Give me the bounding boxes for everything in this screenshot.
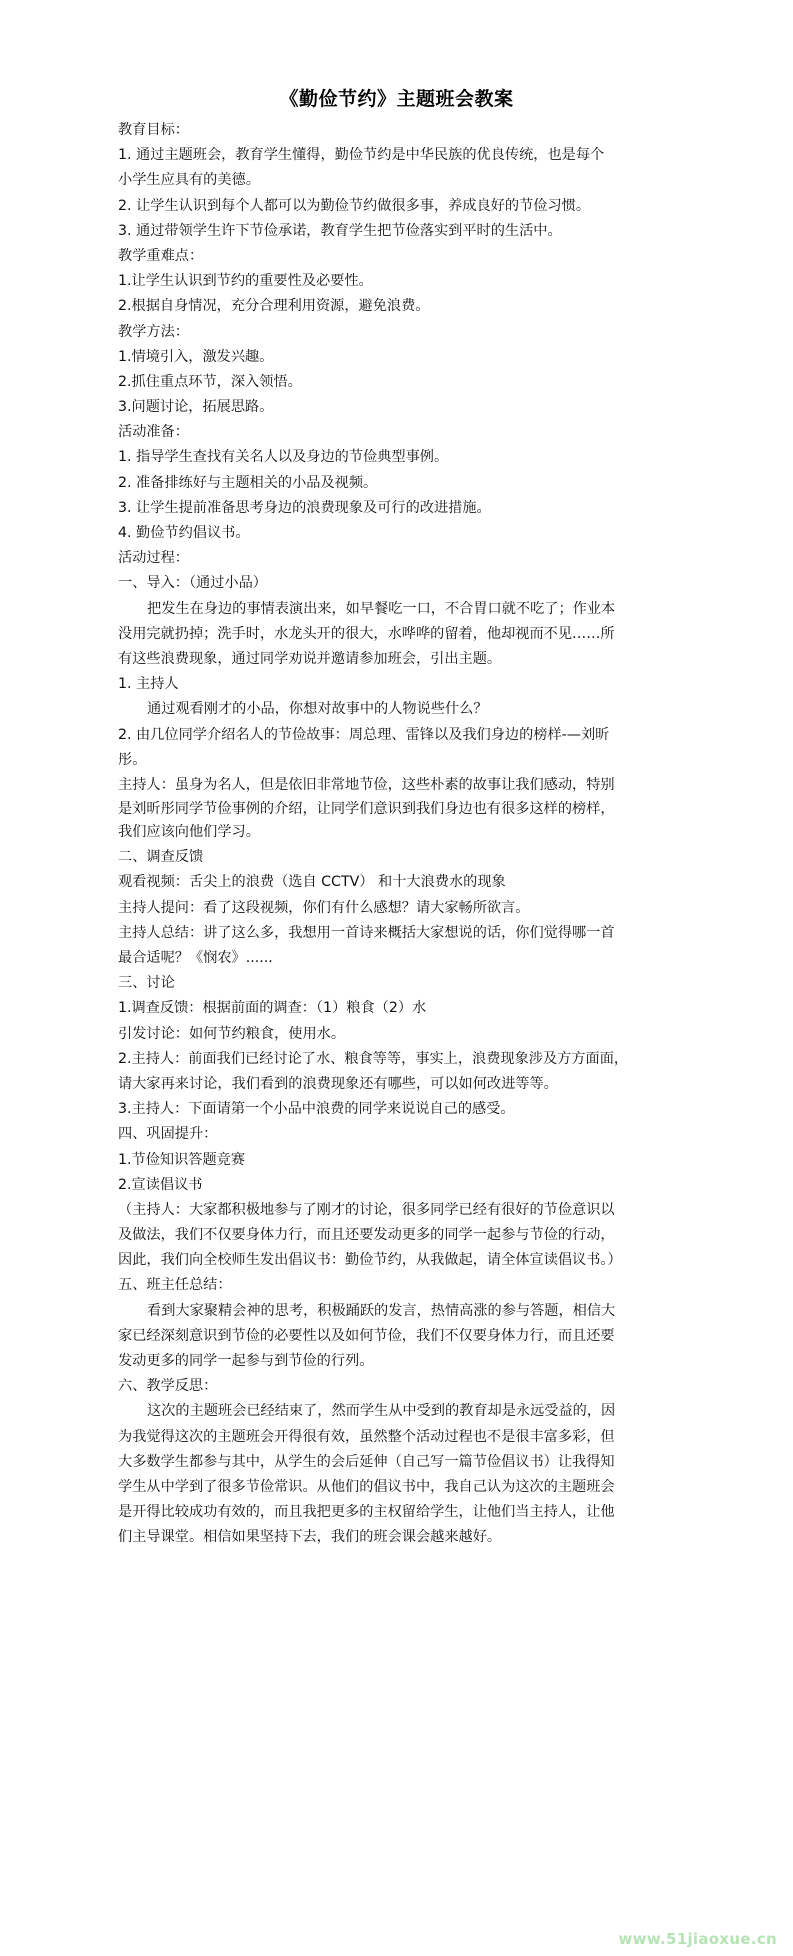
document-line: 活动准备： (118, 424, 189, 441)
document-line: 家已经深刻意识到节俭的必要性以及如何节俭，我们不仅要身体力行，而且还要 (118, 1327, 615, 1344)
document-line: 教学重难点： (118, 247, 204, 264)
document-line: 2.主持人：前面我们已经讨论了水、粮食等等，事实上，浪费现象涉及方方面面， (118, 1050, 629, 1067)
document-line: 们主导课堂。相信如果坚持下去，我们的班会课会越来越好。 (118, 1529, 502, 1546)
document-body (118, 118, 683, 1551)
document-line: 四、巩固提升： (118, 1126, 218, 1143)
document-line: （主持人：大家都积极地参与了刚才的讨论，很多同学已经有很好的节俭意识以 (118, 1201, 615, 1218)
document-line: 二、调查反馈 (118, 849, 204, 866)
document-line: 活动过程： (118, 550, 189, 567)
document-line: 发动更多的同学一起参与到节俭的行列。 (118, 1353, 374, 1369)
document-line: 引发讨论：如何节约粮食，使用水。 (118, 1025, 346, 1042)
document-line: 最合适呢？《悯农》...... (118, 950, 273, 966)
document-line: 教育目标： (118, 122, 189, 138)
document-line: 2.宣读倡议书 (118, 1176, 203, 1193)
document-line: 1.情境引入，激发兴趣。 (118, 348, 274, 365)
document-line: 我们应该向他们学习。 (118, 824, 260, 841)
document-line: 是开得比较成功有效的，而且我把更多的主权留给学生，让他们当主持人，让他 (118, 1504, 615, 1521)
document-title: 《勤俭节约》主题班会教案 (279, 88, 514, 110)
document-line: 是刘昕彤同学节俭事例的介绍，让同学们意识到我们身边也有很多这样的榜样， (118, 801, 615, 818)
document-line: 教学方法： (118, 323, 189, 340)
document-line: 1. 通过主题班会，教育学生懂得，勤俭节约是中华民族的优良传统，也是每个 (118, 147, 605, 164)
document-line: 3.问题讨论，拓展思路。 (118, 399, 274, 416)
document-line: 没用完就扔掉；洗手时，水龙头开的很大，水哗哗的留着，他却视而不见……所 (118, 625, 615, 642)
document-line: 1. 主持人 (118, 676, 179, 693)
document-line: 及做法，我们不仅要身体力行，而且还要发动更多的同学一起参与节俭的行动， (118, 1227, 615, 1244)
document-line: 3. 让学生提前准备思考身边的浪费现象及可行的改进措施。 (118, 499, 491, 516)
document-line: 因此，我们向全校师生发出倡议书：勤俭节约，从我做起，请全体宣读倡议书。） (118, 1252, 622, 1269)
document-line: 为我觉得这次的主题班会开得很有效，虽然整个活动过程也不是很丰富多彩，但 (118, 1428, 615, 1445)
document-line: 2.根据自身情况，充分合理利用资源，避免浪费。 (118, 298, 430, 315)
document-line: 这次的主题班会已经结束了，然而学生从中受到的教育却是永远受益的，因 (147, 1403, 616, 1420)
document-line: 主持人总结：讲了这么多，我想用一首诗来概括大家想说的话，你们觉得哪一首 (118, 924, 615, 941)
document-line: 三、讨论 (118, 975, 175, 992)
document-line: 2. 由几位同学介绍名人的节俭故事：周总理、雷锋以及我们身边的榜样-—刘昕 (118, 726, 610, 743)
document-line: 小学生应具有的美德。 (118, 172, 260, 189)
document-line: 六、教学反思： (118, 1378, 218, 1395)
document-line: 观看视频：舌尖上的浪费（选自 CCTV） 和十大浪费水的现象 (118, 874, 506, 891)
document-line: 1.让学生认识到节约的重要性及必要性。 (118, 273, 373, 290)
document-line: 主持人：虽身为名人，但是依旧非常地节俭，这些朴素的故事让我们感动，特别 (118, 776, 615, 793)
document-line: 4. 勤俭节约倡议书。 (118, 525, 250, 541)
document-line: 大多数学生都参与其中，从学生的会后延伸（自己写一篇节俭倡议书）让我得知 (118, 1453, 615, 1470)
document-line: 有这些浪费现象，通过同学劝说并邀请参加班会，引出主题。 (118, 650, 502, 667)
document-line: 一、导入：（通过小品） (118, 575, 267, 592)
document-line: 1.调查反馈：根据前面的调查：（1）粮食（2）水 (118, 1000, 427, 1017)
document-line: 看到大家聚精会神的思考，积极踊跃的发言，热情高涨的参与答题，相信大 (147, 1302, 616, 1319)
document-line: 主持人提问：看了这段视频，你们有什么感想？请大家畅所欲言。 (118, 899, 530, 916)
site-watermark: www.51jiaoxue.cn (618, 1930, 777, 1948)
document-line: 1. 指导学生查找有关名人以及身边的节俭典型事例。 (118, 449, 449, 466)
document-line: 2. 准备排练好与主题相关的小品及视频。 (118, 474, 378, 491)
document-line: 学生从中学到了很多节俭常识。从他们的倡议书中，我自己认为这次的主题班会 (118, 1478, 615, 1495)
document-line: 2.抓住重点环节，深入领悟。 (118, 373, 302, 390)
document-line: 彤。 (118, 751, 147, 768)
document-line: 2. 让学生认识到每个人都可以为勤俭节约做很多事，养成良好的节俭习惯。 (118, 197, 591, 214)
document-line: 把发生在身边的事情表演出来，如早餐吃一口，不合胃口就不吃了；作业本 (147, 600, 616, 617)
document-line: 请大家再来讨论，我们看到的浪费现象还有哪些，可以如何改进等等。 (118, 1075, 558, 1092)
document-line: 1.节俭知识答题竞赛 (118, 1151, 246, 1168)
document-line: 通过观看刚才的小品，你想对故事中的人物说些什么？ (147, 701, 488, 718)
document-line: 3. 通过带领学生许下节俭承诺，教育学生把节俭落实到平时的生活中。 (118, 222, 562, 239)
document-line: 五、班主任总结： (118, 1277, 232, 1294)
document-line: 3.主持人：下面请第一个小品中浪费的同学来说说自己的感受。 (118, 1101, 515, 1118)
